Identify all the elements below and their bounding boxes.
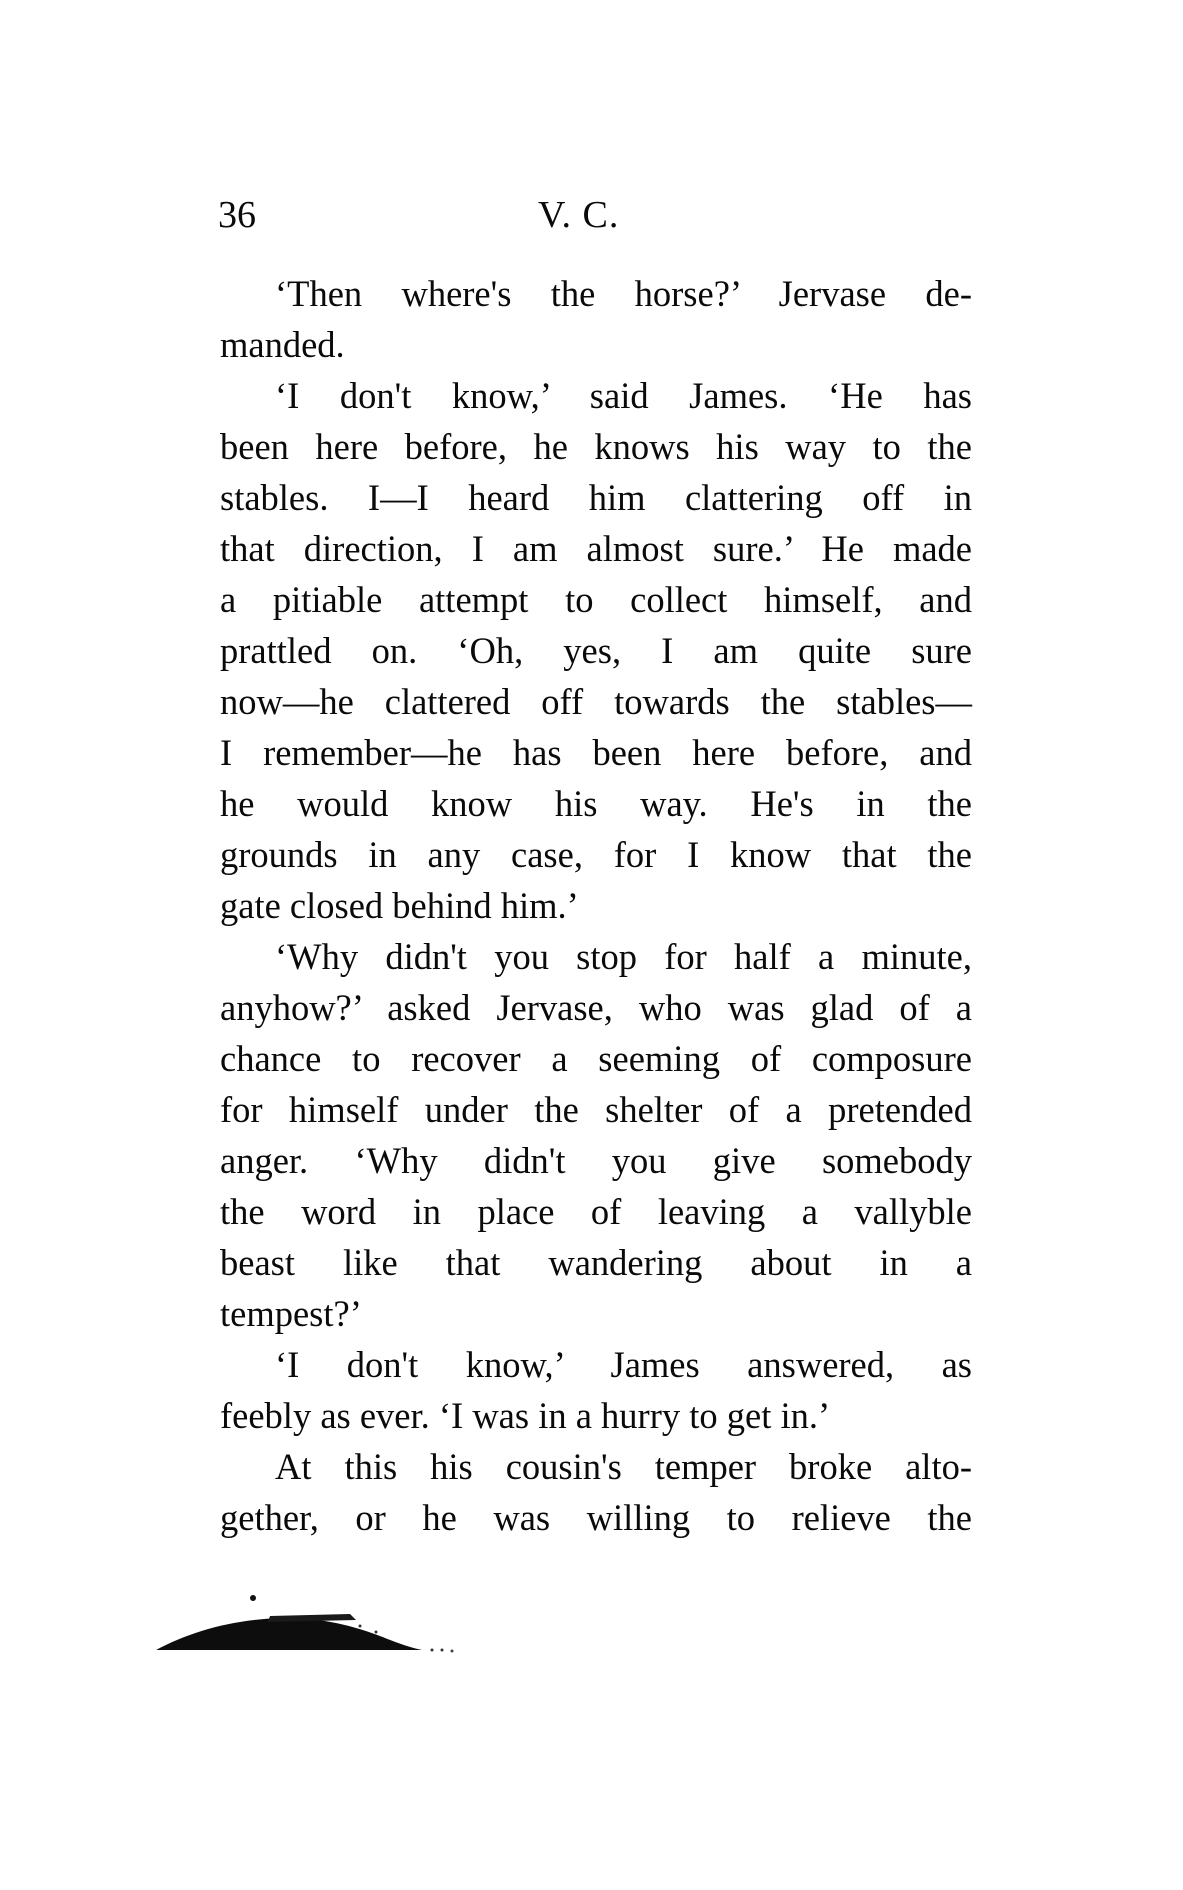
text-line: grounds in any case, for I know that the: [220, 834, 972, 875]
text-line: now—he clattered off towards the stables—: [220, 681, 972, 722]
page-number: 36: [218, 194, 256, 236]
text-line: tempest?’: [220, 1293, 362, 1334]
text-line: he would know his way. He's in the: [220, 783, 972, 824]
text-line: chance to recover a seeming of composure: [220, 1038, 972, 1079]
text-line: At this his cousin's temper broke alto-: [275, 1446, 972, 1487]
ink-smudge: [150, 1580, 470, 1660]
text-line: ‘Why didn't you stop for half a minute,: [275, 936, 972, 977]
text-line: anyhow?’ asked Jervase, who was glad of a: [220, 987, 972, 1028]
text-line: gate closed behind him.’: [220, 885, 579, 926]
text-line: a pitiable attempt to collect himself, and: [220, 579, 972, 620]
text-line: prattled on. ‘Oh, yes, I am quite sure: [220, 630, 972, 671]
text-line: stables. I—I heard him clattering off in: [220, 477, 972, 518]
running-title: V. C.: [538, 194, 620, 236]
text-line: ‘I don't know,’ said James. ‘He has: [275, 375, 972, 416]
text-line: manded.: [220, 324, 345, 365]
body-text: [220, 268, 972, 1543]
text-line: that direction, I am almost sure.’ He made: [220, 528, 972, 569]
text-line: feebly as ever. ‘I was in a hurry to get in.’: [220, 1395, 831, 1436]
text-line: ‘I don't know,’ James answered, as: [275, 1344, 972, 1385]
text-line: been here before, he knows his way to the: [220, 426, 972, 467]
text-line: anger. ‘Why didn't you give somebody: [220, 1140, 972, 1181]
text-line: ‘Then where's the horse?’ Jervase de-: [275, 273, 972, 314]
running-head: [218, 190, 975, 240]
text-line: gether, or he was willing to relieve the: [220, 1497, 972, 1538]
text-line: I remember—he has been here before, and: [220, 732, 972, 773]
text-line: for himself under the shelter of a pretended: [220, 1089, 972, 1130]
text-line: the word in place of leaving a vallyble: [220, 1191, 972, 1232]
text-line: beast like that wandering about in a: [220, 1242, 972, 1283]
